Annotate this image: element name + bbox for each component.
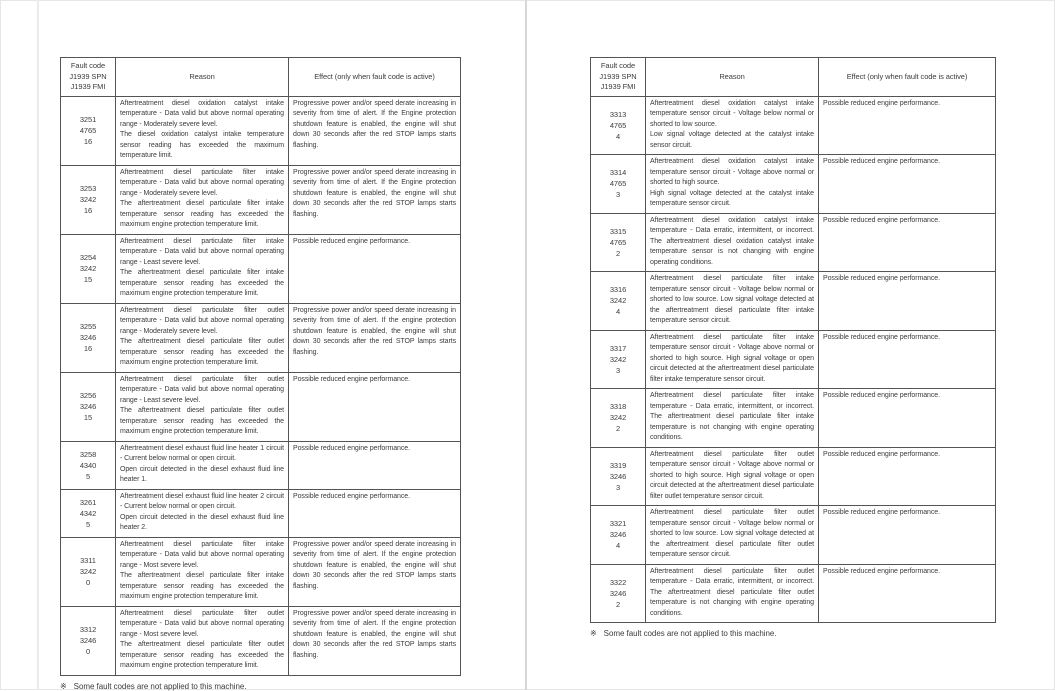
reason-paragraph: Aftertreatment diesel particulate filter outlet temperature - Data valid but above normal operating range - Most severe level.	[120, 609, 284, 638]
fault-row	[591, 564, 996, 623]
fmi-value: 0	[85, 578, 91, 587]
reason-paragraph: The aftertreatment diesel particulate filter intake temperature sensor reading has exceeded the maximum engine protection temperature limit.	[120, 269, 284, 297]
fault-code-value: 3315	[609, 226, 627, 236]
spn-value: 4765	[609, 120, 627, 130]
footnote	[590, 629, 996, 638]
fault-code-value: 3251	[79, 115, 97, 124]
spn-value: 3246	[79, 333, 97, 342]
effect-cell: Possible reduced engine performance.	[819, 330, 996, 389]
fault-code-cell	[61, 606, 116, 675]
fault-code-value: 3318	[609, 402, 627, 412]
header-fault-code-line: J1939 FMI	[600, 82, 636, 91]
fault-code-value: 3316	[609, 285, 627, 295]
fmi-value: 2	[615, 248, 621, 258]
reason-paragraph: Aftertreatment diesel particulate filter outlet temperature - Data valid but above normal operating range - Least severe level.	[120, 375, 284, 404]
fault-row	[591, 272, 996, 331]
spn-value: 3246	[609, 471, 627, 481]
fault-row	[591, 155, 996, 214]
reason-paragraph: Aftertreatment diesel particulate filter intake temperature sensor circuit - Voltage below normal or shorted to low source. Low signal voltage detected at the aftertreatment diesel particulate filter intake temperature sensor circuit.	[650, 275, 814, 324]
spn-value: 3242	[609, 296, 627, 306]
spn-value: 3242	[609, 354, 627, 364]
fault-code-cell	[591, 96, 646, 155]
spn-value: 3242	[79, 264, 97, 273]
header-effect: Effect (only when fault code is active)	[289, 58, 461, 97]
effect-cell: Possible reduced engine performance.	[819, 506, 996, 565]
center-page-divider	[525, 0, 527, 690]
fault-code-cell	[591, 330, 646, 389]
spn-value: 4765	[79, 126, 97, 135]
effect-cell: Possible reduced engine performance.	[819, 272, 996, 331]
reason-paragraph: Aftertreatment diesel oxidation catalyst intake temperature - Data erratic, intermittent, or incorrect. The aftertreatment diesel oxidation catalyst intake temperature sensor is not changing with engine operating conditions.	[650, 216, 814, 266]
fmi-value: 3	[615, 365, 621, 375]
fault-code-cell	[591, 213, 646, 272]
spn-value: 3242	[79, 567, 97, 576]
header-row	[591, 58, 996, 97]
footnote-text: Some fault codes are not applied to this machine.	[603, 629, 777, 638]
fault-code-value: 3258	[79, 449, 97, 459]
effect-cell: Possible reduced engine performance.	[819, 447, 996, 506]
fault-row	[61, 441, 461, 489]
effect-cell: Possible reduced engine performance.	[819, 96, 996, 155]
fmi-value: 3	[615, 482, 621, 492]
reference-mark: ※	[60, 681, 67, 691]
reason-cell	[646, 447, 819, 506]
header-reason: Reason	[116, 58, 289, 97]
reason-cell	[116, 372, 289, 441]
effect-cell: Progressive power and/or speed derate increasing in severity from time of alert. If the engine protection shutdown feature is enabled, the engine will shut down 30 seconds after the red STOP lamps starts flashing.	[289, 303, 461, 372]
reason-paragraph: The aftertreatment diesel particulate filter outlet temperature sensor reading has exceeded the maximum engine protection temperature limit.	[120, 338, 284, 366]
spn-value: 4765	[609, 179, 627, 189]
fault-code-table-right	[590, 57, 996, 623]
reason-paragraph: Aftertreatment diesel particulate filter outlet temperature - Data valid but above normal operating range - Moderately severe level.	[120, 306, 284, 335]
fmi-value: 15	[83, 275, 93, 284]
fault-code-value: 3321	[609, 519, 627, 529]
reason-paragraph: Open circuit detected in the diesel exhaust fluid line heater 2.	[120, 513, 284, 531]
fault-code-value: 3255	[79, 322, 97, 331]
reason-cell	[116, 489, 289, 537]
fault-code-value: 3311	[80, 556, 96, 565]
fault-code-value: 3322	[609, 577, 627, 587]
fault-code-cell	[61, 96, 116, 165]
reason-paragraph: The aftertreatment diesel particulate filter intake temperature sensor reading has exceeded the maximum engine protection temperature limit.	[120, 200, 284, 228]
reason-cell	[116, 606, 289, 675]
reason-paragraph: Aftertreatment diesel particulate filter intake temperature - Data valid but above normal operating range - Most severe level.	[120, 540, 284, 569]
reason-paragraph: Aftertreatment diesel oxidation catalyst intake temperature sensor circuit - Voltage above normal or shorted to high source.	[650, 158, 814, 186]
fault-row	[61, 372, 461, 441]
fault-code-table-left	[60, 57, 461, 676]
header-row	[61, 58, 461, 97]
reason-cell	[116, 96, 289, 165]
reason-cell	[116, 537, 289, 606]
reason-cell	[646, 213, 819, 272]
effect-cell: Progressive power and/or speed derate increasing in severity from time of alert. If the Engine protection shutdown feature is enabled, the engine will shut down 30 seconds after the red STOP lamps starts flashing.	[289, 96, 461, 165]
fault-code-cell	[591, 447, 646, 506]
effect-cell: Possible reduced engine performance.	[819, 564, 996, 623]
footnote	[60, 682, 461, 691]
reason-paragraph: The aftertreatment diesel particulate filter outlet temperature sensor reading has exceeded the maximum engine protection temperature limit.	[120, 407, 284, 435]
fmi-value: 4	[615, 131, 621, 141]
reason-paragraph: Aftertreatment diesel exhaust fluid line heater 1 circuit - Current below normal or open circuit.	[120, 444, 284, 462]
header-fault-code-line: J1939 SPN	[69, 71, 107, 81]
fault-code-cell	[61, 441, 116, 489]
reason-paragraph: The diesel oxidation catalyst intake temperature sensor reading has exceeded the maximum temperature limit.	[120, 131, 284, 159]
fault-code-cell	[591, 389, 646, 448]
reason-paragraph: Aftertreatment diesel oxidation catalyst intake temperature sensor circuit - Voltage below normal or shorted to low source.	[650, 99, 814, 128]
header-fault-code	[591, 58, 646, 97]
fault-row	[61, 165, 461, 234]
effect-cell: Progressive power and/or speed derate increasing in severity from time of alert. If the engine protection shutdown feature is enabled, the engine will shut down 30 seconds after the red STOP lamps starts flashing.	[289, 537, 461, 606]
fault-code-value: 3253	[79, 184, 97, 193]
reason-cell	[646, 272, 819, 331]
spn-value: 3242	[79, 195, 97, 204]
fault-code-value: 3312	[79, 625, 97, 634]
reason-cell	[116, 303, 289, 372]
reason-paragraph: Aftertreatment diesel oxidation catalyst intake temperature - Data valid but above normal operating range - Moderately severe level.	[120, 99, 284, 128]
header-fault-code-line: Fault code	[600, 61, 636, 70]
reason-paragraph: Aftertreatment diesel particulate filter intake temperature sensor circuit - Voltage above normal or shorted to high source. High signal voltage or open circuit detected at the aftertreatment diesel particulate filter intake temperature sensor circuit.	[650, 333, 814, 383]
reason-cell	[646, 506, 819, 565]
fault-row	[591, 447, 996, 506]
fault-row	[591, 330, 996, 389]
fault-row	[61, 489, 461, 537]
fmi-value: 3	[615, 190, 621, 200]
fmi-value: 16	[83, 206, 93, 215]
reason-paragraph: The aftertreatment diesel particulate filter outlet temperature sensor reading has exceeded the maximum engine protection temperature limit.	[120, 641, 284, 669]
fault-row	[61, 606, 461, 675]
fault-row	[61, 537, 461, 606]
reason-cell	[116, 234, 289, 303]
effect-cell: Possible reduced engine performance.	[819, 213, 996, 272]
reason-cell	[116, 441, 289, 489]
fault-code-cell	[591, 506, 646, 565]
header-fault-code-line: J1939 SPN	[599, 71, 637, 81]
header-effect: Effect (only when fault code is active)	[819, 58, 996, 97]
fault-code-value: 3261	[79, 497, 97, 507]
fault-row	[591, 506, 996, 565]
fmi-value: 16	[83, 137, 93, 146]
fault-code-value: 3317	[609, 343, 627, 353]
effect-cell: Possible reduced engine performance.	[289, 489, 461, 537]
reason-cell	[646, 155, 819, 214]
reason-cell	[646, 564, 819, 623]
effect-cell: Possible reduced engine performance.	[289, 372, 461, 441]
fault-row	[61, 303, 461, 372]
spn-value: 3246	[609, 588, 627, 598]
reason-cell	[646, 330, 819, 389]
fault-row	[61, 234, 461, 303]
fmi-value: 16	[83, 344, 93, 353]
reason-cell	[646, 389, 819, 448]
fmi-value: 4	[615, 307, 621, 317]
reason-paragraph: High signal voltage detected at the catalyst intake temperature sensor circuit.	[650, 189, 814, 207]
fault-code-cell	[61, 372, 116, 441]
reason-paragraph: Aftertreatment diesel particulate filter intake temperature - Data erratic, intermittent, or incorrect. The aftertreatment diesel particulate filter intake temperature is not changing with engine operating conditions.	[650, 392, 814, 441]
left-page-edge-line	[37, 0, 39, 690]
fault-row	[61, 96, 461, 165]
effect-cell: Possible reduced engine performance.	[289, 234, 461, 303]
fault-code-value: 3319	[609, 460, 627, 470]
fmi-value: 5	[85, 471, 91, 481]
header-fault-code	[61, 58, 116, 97]
fault-row	[591, 389, 996, 448]
reason-paragraph: Aftertreatment diesel particulate filter intake temperature - Data valid but above normal operating range - Least severe level.	[120, 237, 284, 266]
reference-mark: ※	[590, 629, 597, 638]
reason-paragraph: The aftertreatment diesel particulate filter intake temperature sensor reading has exceeded the maximum engine protection temperature limit.	[120, 572, 284, 600]
fault-code-cell	[591, 564, 646, 623]
fault-code-cell	[591, 272, 646, 331]
fault-code-value: 3314	[609, 168, 627, 178]
fmi-value: 2	[615, 424, 621, 434]
reason-paragraph: Aftertreatment diesel particulate filter outlet temperature sensor circuit - Voltage below normal or shorted to low source. Low signal voltage detected at the aftertreatment diesel particulate filter outlet temperature sensor circuit.	[650, 509, 814, 558]
fault-row	[591, 96, 996, 155]
fault-code-value: 3256	[79, 391, 97, 400]
effect-cell: Possible reduced engine performance.	[289, 441, 461, 489]
reason-paragraph: Aftertreatment diesel exhaust fluid line heater 2 circuit - Current below normal or open circuit.	[120, 492, 284, 510]
header-reason: Reason	[646, 58, 819, 97]
reason-paragraph: Aftertreatment diesel particulate filter intake temperature - Data valid but above normal operating range - Moderately severe level.	[120, 168, 284, 197]
fmi-value: 0	[85, 647, 91, 656]
fmi-value: 5	[85, 519, 91, 529]
fault-row	[591, 213, 996, 272]
fault-code-cell	[61, 537, 116, 606]
fault-code-cell	[61, 489, 116, 537]
footnote-text: Some fault codes are not applied to this machine.	[73, 681, 247, 691]
spn-value: 4342	[79, 508, 97, 518]
effect-cell: Possible reduced engine performance.	[819, 389, 996, 448]
reason-paragraph: Aftertreatment diesel particulate filter outlet temperature - Data erratic, intermittent, or incorrect. The aftertreatment diesel particulate filter outlet temperature is not changing with engine operating conditions.	[650, 567, 814, 617]
spn-value: 3242	[609, 413, 627, 423]
page-right	[590, 57, 996, 638]
spn-value: 4765	[609, 237, 627, 247]
fault-code-cell	[61, 234, 116, 303]
reason-cell	[116, 165, 289, 234]
reason-paragraph: Aftertreatment diesel particulate filter outlet temperature sensor circuit - Voltage above normal or shorted to high source. High signal voltage or open circuit detected at the aftertreatment diesel particulate filter outlet temperature sensor circuit.	[650, 450, 814, 500]
reason-cell	[646, 96, 819, 155]
effect-cell: Progressive power and/or speed derate increasing in severity from time of alert. If the engine protection shutdown feature is enabled, the engine will shut down 30 seconds after the red STOP lamps starts flashing.	[289, 606, 461, 675]
reason-paragraph: Open circuit detected in the diesel exhaust fluid line heater 1.	[120, 465, 284, 483]
reason-paragraph: Low signal voltage detected at the catalyst intake sensor circuit.	[650, 131, 814, 149]
effect-cell: Possible reduced engine performance.	[819, 155, 996, 214]
fault-code-cell	[591, 155, 646, 214]
spn-value: 4340	[79, 460, 97, 470]
fault-code-value: 3254	[79, 253, 97, 262]
fmi-value: 4	[615, 541, 621, 551]
spn-value: 3246	[79, 402, 97, 411]
header-fault-code-line: Fault code	[70, 61, 106, 70]
fault-code-cell	[61, 303, 116, 372]
effect-cell: Progressive power and/or speed derate increasing in severity from time of alert. If the Engine protection shutdown feature is enabled, the engine will shut down 30 seconds after the red STOP lamps starts flashing.	[289, 165, 461, 234]
fault-code-cell	[61, 165, 116, 234]
fmi-value: 15	[83, 413, 93, 422]
page-left	[60, 57, 461, 691]
header-fault-code-line: J1939 FMI	[70, 82, 106, 91]
spn-value: 3246	[609, 530, 627, 540]
fmi-value: 2	[615, 599, 621, 609]
spn-value: 3246	[79, 636, 97, 645]
fault-code-value: 3313	[609, 109, 627, 119]
